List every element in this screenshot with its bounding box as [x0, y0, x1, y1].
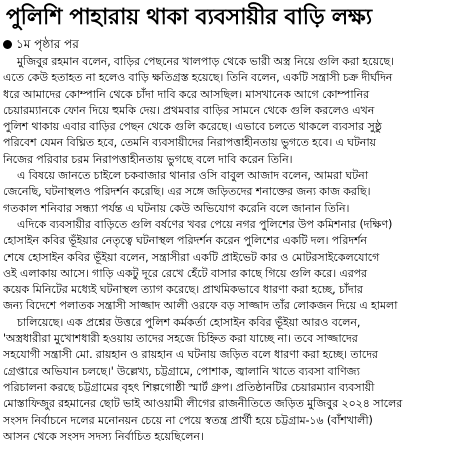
article-body	[3, 54, 469, 445]
article-line: পরিচালনা করছে চট্টগ্রামের বৃহৎ শিল্পগোষ্ঠী স্মার্ট গ্রুপ। প্রতিষ্ঠানটির চেয়ারম্যান ব্যবসায়ী	[3, 380, 375, 394]
continued-from-label	[3, 36, 79, 52]
article-line: গ্রেপ্তারে অভিযান চলছে।' উল্লেখ্য, চট্টগ্রামে, পোশাক, জ্বালানি খাতে ব্যবসা বাণিজ্য	[3, 364, 360, 378]
article-line: মোস্তাফিজুর রহমানের ছোট ভাই আওয়ামী লীগের রাজনীতিতে জড়িত মুজিবুর ২০২৪ সালের	[3, 397, 403, 411]
article-line: নিজের পরিবার চরম নিরাপত্তাহীনতায় ভুগছে বলে দাবি করেন তিনি।	[3, 152, 293, 166]
article-line: এদিকে ব্যবসায়ীর বাড়িতে গুলি বর্ষণের খবর পেয়ে নগর পুলিশের উপ কমিশনার (দক্ষিণ)	[17, 217, 393, 231]
article-line: পরিবেশ যেমন বিঘ্নিত হবে, তেমনি ব্যবসায়ীদের নিরাপত্তাহীনতায় ভুগতে হবে। এ ঘটনায়	[3, 136, 376, 150]
headline: পুলিশি পাহারায় থাকা ব্যবসায়ীর বাড়ি লক্ষ্য	[6, 5, 372, 30]
article-line: ওই এলাকায় আসে। গাড়ি একটু দূরে রেখে হেঁটে বাসার কাছে গিয়ে গুলি করে। এরপর	[3, 266, 368, 280]
article-line: 'অস্ত্রধারীরা মুখোশধারী হওয়ায় তাদের সহজে চিহ্নিত করা যাচ্ছে না। তবে সাজ্জাদের	[3, 332, 358, 346]
article-line: শেষে হোসাইন কবির ভূঁইয়া বলেন, সন্ত্রাসীরা একটি প্রাইভেট কার ও মোটরসাইকেলযোগে	[3, 250, 380, 264]
bullet-icon	[3, 40, 12, 49]
article-line: জেনেছি, ঘটনাস্থলও পরিদর্শন করেছি। এর সঙ্গে জড়িতদের শনাক্তের জন্য কাজ করছি।	[3, 185, 371, 199]
article-line: কয়েক মিনিটের মধ্যেই ঘটনাস্থল ত্যাগ করেছে। প্রাথমিকভাবে ধারণা করা হচ্ছে, চাঁদার	[3, 283, 363, 297]
article-line: ধরে আমাদের কোম্পানি থেকে চাঁদা দাবি করে আসছিল। মাসখানেক আগে কোম্পানির	[3, 87, 370, 101]
article-line: সহযোগী সন্ত্রাসী মো. রায়হান ও রায়হান এ ঘটনায় জড়িত বলে ধারণা করা হচ্ছে। তাদের	[3, 348, 378, 362]
article-line: মুজিবুর রহমান বলেন, বাড়ির পেছনের খালপাড় থেকে ভারী অস্ত্র নিয়ে গুলি করা হয়েছে।	[17, 55, 394, 68]
article-line: গতকাল শনিবার সন্ধ্যা পর্যন্ত এ ঘটনায় কেউ অভিযোগ করেনি বলে জানান তিনি।	[3, 201, 350, 215]
article-line: চেয়ারম্যানকে ফোন দিয়ে হুমকি দেয়। প্রথমবার বাড়ির সামনে থেকে গুলি করলেও এখন	[3, 103, 375, 117]
article-line: এ বিষয়ে জানতে চাইলে চকবাজার থানার ওসি বাবুল আজাদ বলেন, আমরা ঘটনা	[17, 169, 368, 183]
continued-text: ১ম পৃষ্ঠার পর	[16, 37, 79, 51]
article-line: চালিয়েছে। এক প্রশ্নের উত্তরে পুলিশ কর্মকর্তা হোসাইন কবির ভূঁইয়া আরও বলেন,	[17, 315, 361, 329]
article-line: হোসাইন কবির ভূঁইয়ার নেতৃত্বে ঘটনাস্থল পরিদর্শন করেন পুলিশের একটি দল। পরিদর্শন	[3, 234, 367, 248]
article-line: এতে কেউ হতাহত না হলেও বাড়ি ক্ষতিগ্রস্ত হয়েছে। তিনি বলেন, একটি সন্ত্রাসী চক্র দীর্ঘদিন	[3, 71, 393, 85]
article-line: পুলিশ থাকায় এবার বাড়ির পেছন থেকে গুলি করেছে। এভাবে চলতে থাকলে ব্যবসার সুষ্ঠু	[3, 120, 382, 134]
article-line: সংসদ নির্বাচনে দলের মনোনয়ন চেয়ে না পেয়ে স্বতন্ত্র প্রার্থী হয়ে চট্টগ্রাম-১৬ (বাঁশখালী)	[3, 413, 373, 427]
article-line: আসন থেকে সংসদ সদস্য নির্বাচিত হয়েছিলেন।	[3, 429, 204, 443]
article-line: জন্য বিদেশে পলাতক সন্ত্রাসী সাজ্জাদ আলী ওরফে বড় সাজ্জাদ তাঁর লোকজন দিয়ে এ হামলা	[3, 299, 398, 313]
